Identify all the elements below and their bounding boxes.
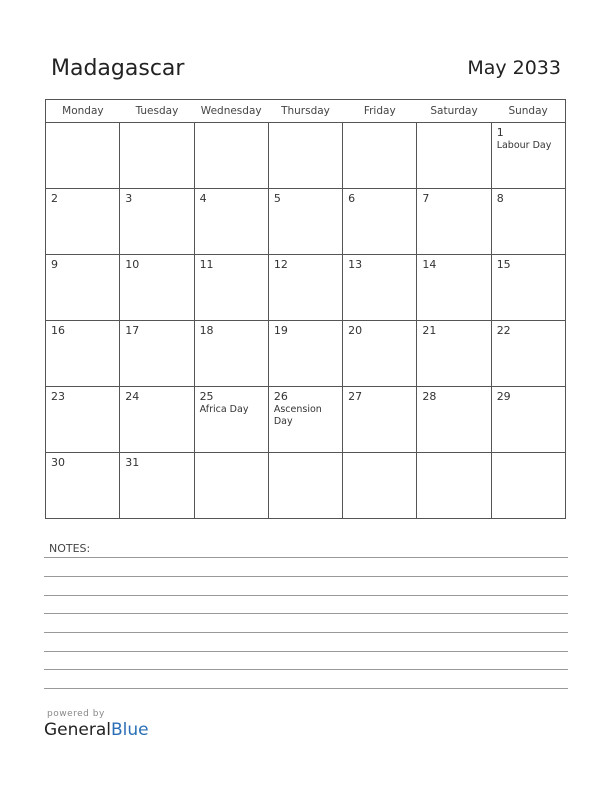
day-number: 2: [51, 192, 58, 205]
day-number: 11: [199, 258, 214, 271]
day-cell: [417, 387, 491, 453]
day-number: 14: [422, 258, 437, 271]
day-number: 7: [422, 192, 430, 205]
day-cell: [343, 123, 417, 189]
day-number: 13: [348, 258, 363, 271]
day-number: 27: [348, 390, 363, 403]
brand-blue: Blue: [111, 720, 149, 740]
notes-label: NOTES:: [49, 542, 91, 555]
day-cell: [343, 453, 417, 519]
week-row: [46, 453, 566, 519]
day-cell: [417, 123, 491, 189]
day-cell: [417, 255, 491, 321]
day-cell: [417, 321, 491, 387]
holiday-label: Labour Day: [496, 140, 552, 151]
brand-general: General: [44, 720, 111, 740]
day-cell: [268, 387, 342, 453]
day-cell: [46, 453, 120, 519]
day-number: 16: [51, 324, 65, 337]
day-cell: [194, 453, 268, 519]
day-number: 19: [273, 324, 288, 337]
day-number: 10: [125, 258, 140, 271]
day-cell: [46, 255, 120, 321]
day-cell: [46, 123, 120, 189]
day-cell: [194, 387, 268, 453]
calendar-grid: [45, 99, 566, 519]
day-cell: [120, 189, 194, 255]
day-cell: [194, 321, 268, 387]
week-row: [46, 123, 566, 189]
day-number: 8: [496, 192, 504, 205]
day-number: 15: [496, 258, 511, 271]
day-number: 28: [422, 390, 437, 403]
day-cell: [194, 123, 268, 189]
day-cell: [120, 321, 194, 387]
country-title: Madagascar: [51, 56, 185, 81]
day-number: 29: [496, 390, 511, 403]
note-line: [44, 595, 568, 596]
day-number: 4: [199, 192, 207, 205]
day-cell: [268, 123, 342, 189]
day-number: 20: [348, 324, 363, 337]
week-row: [46, 387, 566, 453]
day-cell: [268, 453, 342, 519]
day-cell: [120, 255, 194, 321]
weekday-header: Monday: [46, 100, 120, 123]
day-cell: [491, 321, 565, 387]
day-number: 12: [273, 258, 288, 271]
week-row: [46, 255, 566, 321]
weekday-header: Friday: [343, 100, 417, 123]
day-number: 9: [51, 258, 58, 271]
powered-by-text: powered by: [47, 709, 105, 719]
note-line: [44, 651, 568, 652]
day-number: 17: [125, 324, 140, 337]
day-cell: [268, 321, 342, 387]
note-line: [44, 557, 568, 558]
day-number: 30: [51, 456, 65, 469]
weekday-header: Saturday: [417, 100, 491, 123]
weekday-header: Sunday: [491, 100, 565, 123]
day-number: 22: [496, 324, 511, 337]
day-number: 25: [199, 390, 214, 403]
generalblue-logo: [44, 720, 149, 740]
day-cell: [491, 453, 565, 519]
day-cell: [491, 189, 565, 255]
day-number: 3: [125, 192, 133, 205]
day-cell: [491, 387, 565, 453]
weekday-header: Thursday: [268, 100, 342, 123]
day-cell: [343, 189, 417, 255]
weekday-header-row: [46, 100, 566, 123]
week-row: [46, 189, 566, 255]
day-cell: [268, 189, 342, 255]
day-number: 26: [273, 390, 288, 403]
day-cell: [46, 189, 120, 255]
note-line: [44, 669, 568, 670]
day-cell: [120, 123, 194, 189]
month-year-title: May 2033: [467, 57, 561, 79]
day-cell: [46, 321, 120, 387]
day-cell: [120, 453, 194, 519]
note-line: [44, 576, 568, 577]
holiday-label: Ascension Day: [273, 404, 322, 427]
day-cell: [194, 189, 268, 255]
day-number: 21: [422, 324, 437, 337]
day-number: 31: [125, 456, 140, 469]
day-number: 24: [125, 390, 140, 403]
weekday-header: Tuesday: [120, 100, 194, 123]
note-line: [44, 688, 568, 689]
day-cell: [268, 255, 342, 321]
weekday-header: Wednesday: [194, 100, 268, 123]
day-number: 18: [199, 324, 214, 337]
day-cell: [417, 189, 491, 255]
holiday-label: Africa Day: [199, 404, 249, 415]
day-cell: [343, 321, 417, 387]
note-line: [44, 632, 568, 633]
day-number: 6: [348, 192, 356, 205]
day-cell: [46, 387, 120, 453]
day-cell: [343, 255, 417, 321]
day-number: 1: [496, 126, 504, 139]
note-line: [44, 613, 568, 614]
day-number: 5: [273, 192, 281, 205]
day-cell: [343, 387, 417, 453]
day-number: 23: [51, 390, 65, 403]
day-cell: [120, 387, 194, 453]
day-cell: [491, 123, 565, 189]
week-row: [46, 321, 566, 387]
day-cell: [194, 255, 268, 321]
day-cell: [417, 453, 491, 519]
day-cell: [491, 255, 565, 321]
